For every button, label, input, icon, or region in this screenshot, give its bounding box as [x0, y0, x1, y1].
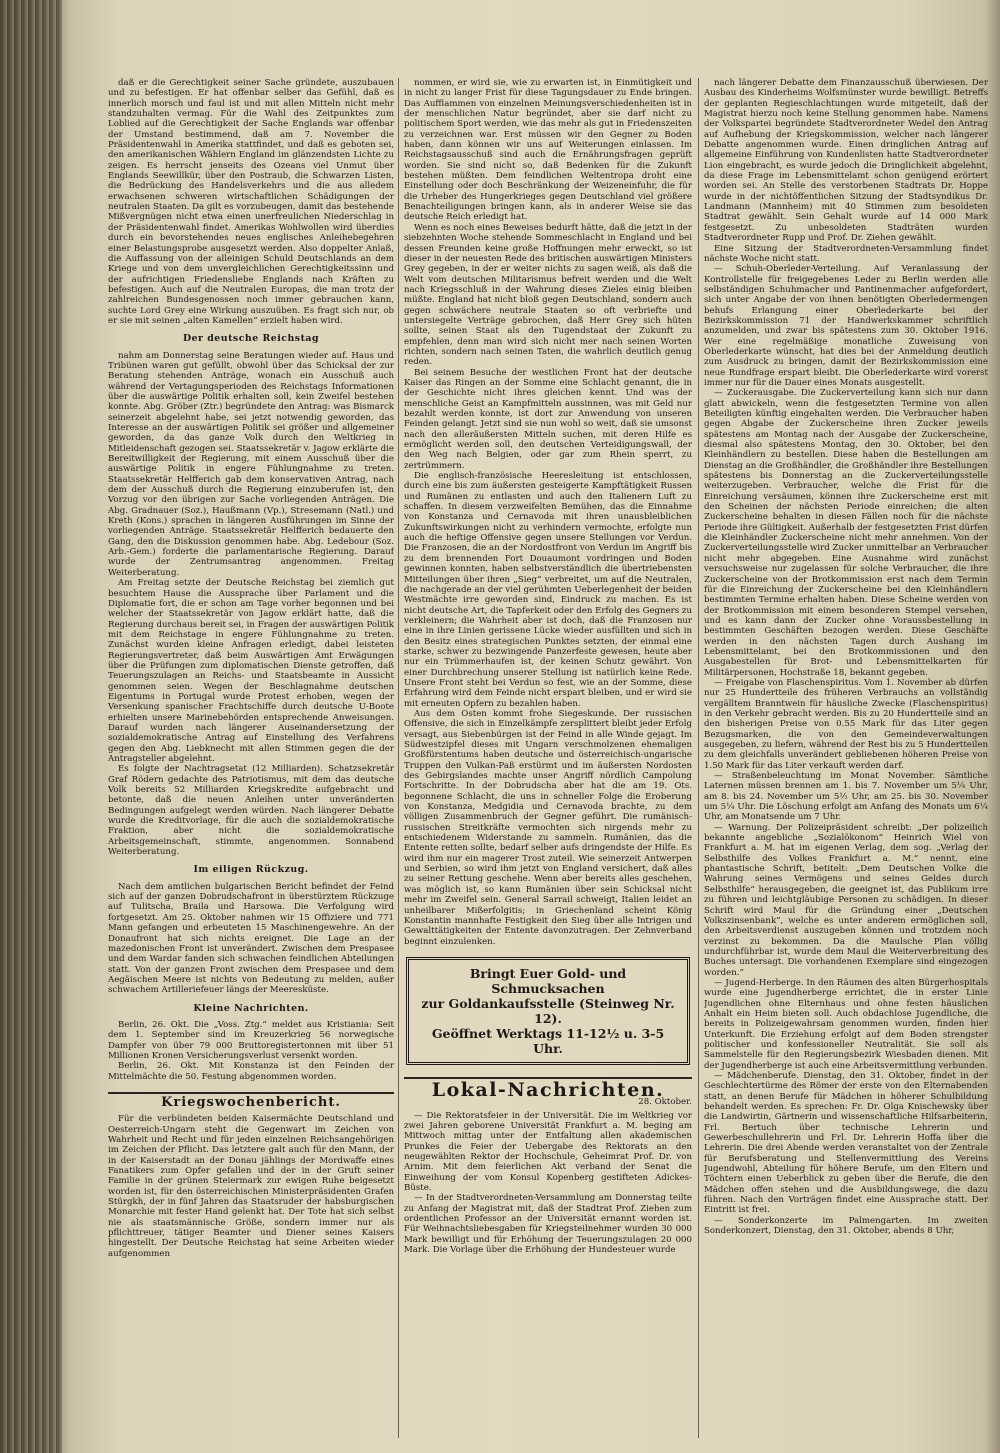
article-paragraph: Nach dem amtlichen bulgarischen Bericht befindet der Feind sich auf der ganzen Dobrudschafront in überstürztem Rückzuge auf Tulitscha, Braila und Harsowa. Die Verfolgung wird fortgesetzt. Am 25. Oktober nahmen wir 15 Offiziere und 771 Mann gefangen und erbeuteten 15 Maschinengewehre. An der Donaufront hat sich nichts ereignet. Die Lage an der mazedonischen Front ist unverändert. Zwischen dem Prespasee und dem Wardar fanden sich schwachen feindlichen Abteilungen statt. Von der ganzen Front zwischen dem Prespasee und dem Aegäischen Meere ist nichts von Bedeutung zu melden, außer schwachem Artilleriefeuer längs der Meeresküste. [108, 881, 394, 996]
article-paragraph: Aus dem Osten kommt frohe Siegeskunde. Der russischen Offensive, die sich in Einzelkämpfe zersplittert bleibt jeder Erfolg versagt, aus Siebenbürgen ist der Feind in alle Winde gejagt. Im Südwestzipfel dieses mit Ungarn verschmolzenen ehemaligen Großfürstentums haben deutsche und österreichisch-ungarische Truppen den Vulkan-Paß erstürmt und im äußersten Nordosten des Gebirgslandes machte unser Angriff nördlich Campolung Fortschritte. In der Dobrudscha aber hat die am 19. Ots. begonnene Schlacht, die uns in schneller Folge die Eroberung von Konstanza, Medgidia und Cernavoda brachte, zu dem völligen Zusammenbruch der Gegner geführt. Die rumänisch-russischen Streitkräfte vermochten sich nirgends mehr zu entschiedenem Widerstande zu sammeln. Rumänien, das die Entente retten sollte, bedarf selber aufs dringendste der Hilfe. Es wird ihm nur ein magerer Trost zuteil. Wie seinerzeit Antwerpen und Serbien, so wird ihm jetzt von England versichert, daß alles zu seiner Rettung geschehe. Wenn aber bereits alles geschehen, was möglich ist, so kann Rumänien über sein Schicksal nicht mehr im Zweifel sein. General Sarrail schweigt, Italien leidet an unheilbarer Mißerfolgitis; in Griechenland scheint König Konstantin mannhafte Festigkeit den Sieg über alle Intrigen und Gewalttätigkeiten der Entente davonzutragen. Der Zehnverband beginnt einzulenken. [404, 708, 692, 947]
article-paragraph: — Die Rektoratsfeier in der Universität. Die im Weltkrieg vor zwei Jahren geborene Universität Frankfurt a. M. beging am Mittwoch mittag unter der Entfaltung allen akademischen Prunkes die Feier der Uebergabe des Rektorats an den neugewählten Rektor der Hochschule, Geheimrat Prof. Dr. von Arnim. Mit dem feierlichen Akt verband der Senat die Einweihung der vom Konsul Kopenberg gestifteten Adickes-Büste. [404, 1110, 692, 1193]
article-paragraph: Die englisch-französische Heeresleitung ist entschlossen, durch eine bis zum äußersten gesteigerte Kampftätigkeit Russen und Rumänen zu entlasten und auch den Italienern Luft zu schaffen. In diesem verzweifelten Bemühen, das die Einnahme von Konstanza und Cernavoda mit ihren unausbleiblichen Zukunftswirkungen nicht zu verhindern vermochte, erfolgte nun auch die heftige Offensive gegen unsere Stellungen vor Verdun. Die Franzosen, die an der Nordostfront von Verdun im Angriff bis zu dem brennenden Fort Douaumont vordringen und Boden gewinnen konnten, haben selbstverständlich die übertriebensten Mitteilungen über ihren „Sieg“ verbreitet, um auf die Neutralen, die nachgerade an der viel gerühmten Ueberlegenheit der beiden Westmächte irre geworden sind, Eindruck zu machen. Es ist nicht deutsche Art, die Tapferkeit oder den Erfolg des Gegners zu verkleinern; die Wahrheit aber ist doch, daß die Franzosen nur eine in ihre Linien gerissene Lücke wieder ausfüllten und sich in den Besitz eines strategischen Punktes setzten, der einmal eine starke, schwer zu bezwingende Panzerfeste gewesen, heute aber nur ein Trümmerhaufen ist, der keinen Schutz gewährt. Von einer Durchbrechung unserer Stellung ist natürlich keine Rede. Unsere Front steht bei Verdun so fest, wie an der Somme, diese Erfahrung wird dem Feinde nicht erspart bleiben, und er wird sie mit erneuten Opfern zu bezahlen haben. [404, 471, 692, 709]
section-heading: Der deutsche Reichstag [182, 333, 320, 345]
article-paragraph: Für die verbündeten beiden Kaisermächte Deutschland und Oesterreich-Ungarn steht die Gegenwart im Zeichen von Wahrheit und Recht und für jeden einzelnen Reichsangehörigen im Zeichen der Pflicht. Das letztere galt auch für den Mann, der in der Kaiserstadt an der Donau jählings der Mordwaffe eines Fanatikers zum Opfer gefallen und der in der Gruft seiner Familie in der grünen Steiermark zur ewigen Ruhe beigesetzt worden ist, für den österreichischen Ministerpräsidenten Grafen Stürgkh, der in fünf Jahren das Staatsruder der habsburgischen Monarchie mit fester Hand gelenkt hat. Der Tote hat sich selbst nie als staatsmännische Größe, sondern immer nur als pflichttreuer, tätiger Beamter und Diener seines Kaisers hingestellt. Der Deutsche Reichstag hat seine Arbeiten wieder aufgenommen [108, 1114, 394, 1259]
ad-line: Bringt Euer Gold- und Schmucksachen [469, 965, 627, 996]
article-paragraph: Es folgte der Nachtragsetat (12 Milliarden). Schatzsekretär Graf Rödern gedachte des Patriotismus, mit dem das deutsche Volk bereits 52 Milliarden Kriegskredite aufgebracht und betonte, daß die neuen Anleihen unter unveränderten Bedingungen aufgelegt werden würden. Nach längerer Debatte wurde die Kreditvorlage, für die auch die sozialdemokratische Fraktion, aber nicht die sozialdemokratische Arbeitsgemeinschaft, stimmte, angenommen. Sonnabend Weiterberatung. [108, 764, 394, 858]
section-heading-major: Lokal-Nachrichten. [404, 1077, 692, 1095]
article-paragraph: — Mädchenberufe. Dienstag, den 31. Oktober, findet in der Geschlechtertürme des Römer der erste von den Elternabenden statt, an denen Berufe für Mädchen in höherer Schulbildung behandelt werden. Es sprechen: Fr. Dr. Olga Knischewsky über die Landwirtin, Gärtnerin und wissenschaftliche Hilfsarbeiterin, Frl. Bertuch über technische Lehrerin und Gewerbeschullehrerin und Frl. Dr. Lehrerin Hoffa über die Lehrerin. Die drei Abende werden veranstaltet von der Zentrale für Berufsberatung und Stellenvermittlung des Vereins Jugendwohl, Abteilung für höhere Berufe, um den Eltern und Töchtern einen Ueberblick zu geben über die Berufe, die den Mädchen offen stehen und die Ausbildungswege, die dazu führen. Nach den Vorträgen findet eine Aussprache statt. Der Eintritt ist frei. [704, 1071, 988, 1216]
column-2 [404, 78, 692, 1438]
news-item: Berlin, 26. Okt. Mit Konstanza ist den Feinden der Mittelmächte die 50. Festung abgenommen worden. [108, 1061, 394, 1082]
book-binding-edge [0, 0, 62, 1453]
article-paragraph: Bei seinem Besuche der westlichen Front hat der deutsche Kaiser das Ringen an der Somme eine Schlacht genannt, die in der Geschichte nicht ihres gleichen kennt. Und was der menschliche Geist an Kampfmitteln aussinnen, was mit Geld nur bezahlt werden konnte, ist dort zur Anwendung von unseren Feinden gelangt. Jetzt sind sie nun wohl so weit, daß sie umsonst nach den alleräußersten Mitteln suchen, mit deren Hilfe es ermöglicht werden soll, den deutschen Verteidigungswall, der den Weg nach Belgien, oder gar zum Rhein sperrt, zu zertrümmern. [404, 367, 692, 471]
article-paragraph: — Straßenbeleuchtung im Monat November. Sämtliche Laternen müssen brennen am 1. bis 7. November um 5¼ Uhr, am 8. bis 24. November um 5½ Uhr, am 25. bis 30. November um 5¼ Uhr. Die Löschung erfolgt am Anfang des Monats um 6¼ Uhr, am Monatsende um 7 Uhr. [704, 771, 988, 823]
article-paragraph: Wenn es noch eines Beweises bedurft hätte, daß die jetzt in der siebzehnten Woche stehende Sommeschlacht in England und bei dessen Freunden keine große Hoffnungen mehr erweckt, so ist dieser in der neuesten Rede des britischen auswärtigen Ministers Grey gegeben, in der er weiter nichts zu sagen weiß, als daß die Welt vom deutschen Militarismus befreit werden und die Welt nach Kriegsschluß in der Wahrung dieses Zieles einig bleiben müßte. England hat nicht bloß gegen Deutschland, sondern auch gegen schwächere neutrale Staaten so oft verbriefte und untersiegelte Verträge gebrochen, daß Herr Grey sich hüten sollte, seinen Staat als den Tugendstaat der Zukunft zu empfehlen, denn man wird sich nicht mer nach seinen Worten richten, sondern nach seinen Taten, die wahrlich deutlich genug reden. [404, 222, 692, 368]
article-paragraph: daß er die Gerechtigkeit seiner Sache gründete, auszubauen und zu befestigen. Er hat offenbar selber das Gefühl, daß es innerlich morsch und faul ist und mit allen Mitteln nicht mehr standzuhalten vermag. Für die Wahl des Zeitpunktes zum Loblied auf die Gerechtigkeit der Sache Englands war offenbar der Umstand bestimmend, daß am 7. November die Präsidentenwahl in Amerika stattfindet, und daß es geboten sei, den amerikanischen Wählern England im glänzendsten Lichte zu zeigen. Es herrscht jenseits des Ozeans viel Unmut über Englands Seewillkür, über den Postraub, die Schwarzen Listen, die Bedrückung des Handelsverkehrs und die aus alledem erwachsenen schweren wirtschaftlichen Schädigungen der neutralen Staaten. Da gilt es vorzubeugen, damit das bestehende Mißvergnügen nicht etwa einen unerfreulichen Niederschlag in der Präsidentenwahl findet. Amerikas Wohlwollen wird überdies durch ein bevorstehendes neues englisches Anleihebegehren einer Belastungsprobe ausgesetzt werden. Also doppelter Anlaß, die Auffassung von der alleinigen Schuld Deutschlands an dem Kriege und von dem unvergleichlichen Gerechtigkeitssinn und der aufrichtigen Friedensliebe Englands nach Kräften zu befestigen. Auch auf die Neutralen Europas, die man trotz der zahlreichen Bundesgenossen noch immer gebrauchen kann, suchte Lord Grey eine Wirkung auszuüben. Es fragt sich nur, ob er sie mit seinen „alten Kamellen“ erzielt haben wird. [108, 78, 394, 326]
article-paragraph: nommen, er wird sie, wie zu erwarten ist, in Einmütigkeit und in nicht zu langer Frist für diese Tagungsdauer zu Ende bringen. Das Aufflammen von einzelnen Meinungsverschiedenheiten ist in der menschlichen Natur begründet, aber sie darf nicht zu politischem Sport werden, wie das mehr als gut in Friedenszeiten zu verzeichnen war. Erst müssen wir den Gegner zu Boden haben, dann können wir uns auf Weiterungen einlassen. Im Reichstagsausschuß sind auch die Ernährungsfragen geprüft worden. Sie sind nicht so, daß Bedenken für die Zukunft bestehen müßten. Dem feindlichen Weltentropa droht eine Einstellung oder doch Beschränkung der Weizeneinfuhr, die für die Urheber des Hungerkrieges gegen Deutschland viel größere Benachteiligungen bringen kann, als in anderer Weise sie das deutsche Reich erledigt hat. [404, 78, 692, 223]
dateline: 28. Oktober. [638, 1097, 692, 1108]
ad-line: zur Goldankaufsstelle (Steinweg Nr. 12). [421, 995, 675, 1026]
column-rule [698, 78, 699, 1438]
ad-line: Geöffnet Werktags 11-12½ u. 3-5 Uhr. [431, 1025, 665, 1056]
article-paragraph: nahm am Donnerstag seine Beratungen wieder auf. Haus und Tribünen waren gut gefüllt, obwohl über das Schicksal der zur Beratung stehenden Anträge, wonach ein Ausschuß auch während der Vertagungsperioden des Reichstags Informationen über die auswärtige Politik erhalten soll, kein Zweifel bestehen konnte. Abg. Gröber (Ztr.) begründete den Antrag: was Bismarck seinerzeit abgelehnt habe, sei jetzt notwendig geworden, das Interesse an der auswärtigen Politik sei größer und allgemeiner geworden, da das ganze Volk durch den Weltkrieg in Mitleidenschaft gezogen sei. Staatssekretär v. Jagow erklärte die Bereitwilligkeit der Regierung, mit einem Ausschuß über die auswärtige Politik in engere Fühlungnahme zu treten. Staatssekretär Helfferich gab dem konservativen Antrag, nach dem der Ausschuß durch die Regierung einzuberufen ist, den Vorzug vor den übrigen zur Sache vorliegenden Anträgen. Die Abg. Gradnauer (Soz.), Haußmann (Vp.), Stresemann (Natl.) und Kreth (Kons.) sprachen in längeren Ausführungen im Sinne der vorliegenden Anträge. Staatssekretär Helfferich bedauerte den Gang, den die Diskussion genommen habe. Abg. Ledebour (Soz. Arb.-Gem.) forderte die parlamentarische Regierung. Darauf wurde der Zentrumsantrag angenommen. Freitag Weiterberatung. [108, 350, 394, 578]
article-paragraph: Am Freitag setzte der Deutsche Reichstag bei ziemlich gut besuchtem Hause die Aussprache über Parlament und die Diplomatie fort, die er schon am Tage vorher begonnen und bei welcher der Staatssekretär von Jagow erklärt hatte, daß die Regierung durchaus bereit sei, in Fragen der auswärtigen Politik mit dem Reichstage in engere Fühlungnahme zu treten. Zunächst wurden kleine Anfragen erledigt, dabei leisteten Regierungsvertreter, daß beim Auswärtigen Amt Erwägungen über die Prüfungen zum diplomatischen Dienste getroffen, daß Teuerungszulagen an Reichs- und Staatsbeamte in Aussicht genommen seien. Wegen der Beschlagnahme deutschen Eigentums in Portugal wurde Protest erhoben, wegen der Versenkung spanischer Frachtschiffe durch deutsche U-Boote erhielten unsere Marinebehörden entsprechende Anweisungen. Darauf wurden nach längerer Auseinandersetzung der sozialdemokratische Antrag auf Einstellung des Verfahrens gegen den Abg. Liebknecht mit allen Stimmen gegen die der Antragsteller abgelehnt. [108, 578, 394, 764]
article-paragraph: Eine Sitzung der Stadtverordneten-Versammlung findet nächste Woche nicht statt. [704, 243, 988, 264]
section-heading: Im eiligen Rückzug. [193, 864, 309, 876]
article-paragraph: — Freigabe von Flaschenspiritus. Vom 1. November ab dürfen nur 25 Hundertteile des früheren Verbrauchs an vollständig vergälltem Branntwein für häusliche Zwecke (Flaschenspiritus) in den Verkehr gebracht werden. Bis zu 20 Hundertteile sind an den bisherigen Preise von 0.55 Mark für das Liter gegen Bezugsmarken, die von den Gemeindeverwaltungen ausgegeben, zu liefern, während der Rest bis zu 5 Hundertteilen zu dem gleichfalls unverändert gebliebenen höheren Preise von 1.50 Mark für das Liter verkauft werden darf. [704, 677, 988, 771]
article-paragraph: — Sonderkonzerte im Palmengarten. Im zweiten Sonderkonzert, Dienstag, den 31. Oktober, abends 8 Uhr, [704, 1215, 988, 1237]
section-heading-major: Kriegswochenbericht. [108, 1092, 394, 1108]
column-3 [704, 78, 988, 1438]
article-paragraph: — Jugend-Herberge. In den Räumen des alten Bürgerhospitals wurde eine Jugendherberge errichtet, die in erster Linie Jugendlichen ohne Elternhaus und ohne festen häuslichen Anhalt ein Heim bieten soll. Auch obdachlose Jugendliche, die bereits in Polizeigewahrsam genommen wurden, finden hier Unterkunft. Die Erziehung erfolgt auf dem Boden strengster politischer und konfessioneller Neutralität. Sie soll als Sammelstelle für den Regierungsbezirk Wiesbaden dienen. Mit der Jugendherberge ist auch eine Arbeitsvermittlung verbunden. [704, 977, 988, 1071]
article-paragraph: nach längerer Debatte dem Finanzausschuß überwiesen. Der Ausbau des Kinderheims Wolfsmünster wurde bewilligt. Betreffs der geplanten Regieschlachtungen wurde mitgeteilt, daß der Magistrat hierzu noch keine Stellung genommen habe. Namens der Volkspartei begründete Stadtverordneter Wedel den Antrag auf Aufhebung der Kriegskommission, welcher nach längerer Debatte angenommen wurde. Einen dringlichen Antrag auf allgemeine Einführung von Kundenlisten hatte Stadtverordneter Lion eingebracht, es wurde jedoch die Dringlichkeit abgelehnt, da diese Frage im Lebensmittelamt schon genügend erörtert worden sei. An Stelle des verstorbenen Stadtrats Dr. Hoppe wurde in der nichtöffentlichen Sitzung der Stadtsyndikus Dr. Landmann (Mannheim) mit 40 Stimmen zum besoldeten Stadtrat gewählt. Sein Gehalt wurde auf 14 000 Mark festgesetzt. Zu unbesoldeten Stadträten wurden Stadtverordneter Rupp und Prof. Dr. Ziehen gewählt. [704, 78, 988, 244]
section-heading: Kleine Nachrichten. [193, 1002, 309, 1014]
article-paragraph: — In der Stadtverordneten-Versammlung am Donnerstag teilte zu Anfang der Magistrat mit, daß der Stadtrat Prof. Ziehen zum ordentlichen Professor an der Universität ernannt worden ist. Für Weihnachtsliebesgaben für Kriegsteilnehmer wurden 30 000 Mark bewilligt und für Erhöhung der Teuerungszulagen 20 000 Mark. Die Vorlage über die Erhöhung der Hundesteuer wurde [404, 1193, 692, 1256]
article-paragraph: — Zuckerausgabe. Die Zuckerverteilung kann sich nur dann glatt abwickeln, wenn die festgesetzten Termine von allen Beteiligten künftig eingehalten werden. Die Verbraucher haben gegen Abgabe der Zuckerscheine ihren Zucker jeweils spätestens am Montag nach der Ausgabe der Zuckerscheine, diesmal also spätestens Montag, den 30. Oktober, bei den Kleinhändlern zu bestellen. Diese haben die Bestellungen am Dienstag an die Großhändler, die Großhändler ihre Bestellungen spätestens bis Donnerstag an die Zuckerverteilungsstelle weiterzugeben. Verbraucher, welche die Frist für die Einreichung versäumen, können ihre Zuckerscheine erst mit den Scheinen der nächsten Periode einreichen; die alten Zuckerscheine behalten in diesen Fällen noch für die nächste Periode ihre Gültigkeit. Außerhalb der festgesetzten Frist dürfen die Kleinhändler Zuckerscheine nicht mehr annehmen. Von der Zuckerverteilungsstelle wird Zucker unmittelbar an Verbraucher nicht mehr abgegeben. Eine Ausnahme wird zunächst versuchsweise nur zugelassen für solche Verbraucher, die ihre Zuckerscheine von der Brotkommission erst nach dem Termin für die Einreichung der Zuckerscheine bei den Kleinhändlern bestimmten Termine erhalten haben. Diese Scheine werden von der Brotkommission mit einem besonderen Stempel versehen, und es kann dann der Zucker ohne Voraussbestellung in bestimmten Geschäften bezogen werden. Diese Geschäfte werden in den nächsten Tagen durch Aushang im Lebensmittelamt, bei den Brotkommissionen und den Ausgabestellen für Brot- und Lebensmittelkarten für Militärpersonen, Hochstraße 18, bekannt gegeben. [704, 388, 988, 678]
article-paragraph: — Warnung. Der Polizeipräsident schreibt: „Der polizeilich bekannte angebliche „Sozialökonom“ Heinrich Wiel von Frankfurt a. M. hat im eigenen Verlag, dem sog. „Verlag der Selbsthilfe des Volkes Frankfurt a. M.“ nennt, eine phantastische Schrift, betitelt: „Dem Deutschen Volke die Wahrung seines Vermögens und seines Geldes durch Selbsthilfe“ herausgegeben, die geeignet ist, das Publikum irre zu führen und leichtgläubige Personen zu schädigen. In dieser Schrift wird Maul für die Gründung einer „Deutschen Volkszinsenbank“, welche es unter anderem ermöglichen soll, den Arbeitsverdienst auszugeben können und trotzdem noch verzinst zu bekommen. Da die Maulsche Plan völlig undurchführbar ist, wurde dem Maul die Weiterverbreitung des Buches untersagt. Die vorhandenen Exemplare sind eingezogen worden.“ [704, 822, 988, 978]
advertisement-box [406, 957, 690, 1065]
article-paragraph: — Schuh-Oberleder-Verteilung. Auf Veranlassung der Kontrollstelle für freigegebenes Leder zu Berlin werden alle selbständigen Schuhmacher und Pantinenmacher aufgefordert, sich unter Angabe der von ihnen benötigten Oberledermengen behufs Erlangung einer Oberlederkarte bei der Bezirkskommission 71 der Handwerkskammer schriftlich anzumelden, und zwar bis spätestens zum 30. Oktober 1916. Wer eine regelmäßige monatliche Zuweisung von Oberlederkarte wünscht, hat dies bei der Anmeldung deutlich zum Ausdruck zu bringen, damit der Bezirkskommission eine neue Rundfrage erspart bleibt. Die Oberlederkarte wird vorerst immer nur für die Dauer eines Monats ausgestellt. [704, 264, 988, 388]
news-item: Berlin, 26. Okt. Die „Voss. Ztg.“ meldet aus Kristiania: Seit dem 1. September sind im Kreuzerkrieg 56 norwegische Dampfer von über 79 000 Bruttoregistertonnen mit über 51 Millionen Kronen Versicherungsverlust versenkt worden. [108, 1019, 394, 1061]
column-rule [398, 78, 399, 1438]
column-1 [108, 78, 394, 1438]
